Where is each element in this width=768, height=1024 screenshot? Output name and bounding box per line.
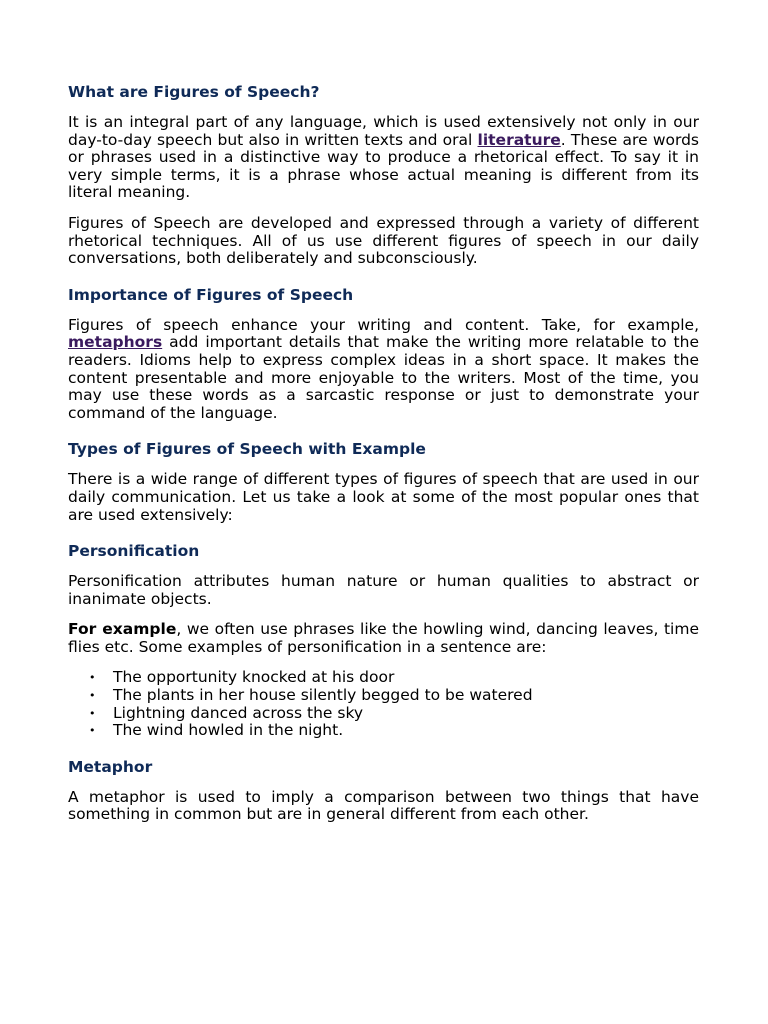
paragraph-importance	[68, 317, 699, 423]
list-item	[89, 721, 699, 740]
paragraph-importance-text-a: Figures of speech enhance your writing and content. Take, for example,	[68, 315, 699, 334]
document-page	[68, 82, 699, 837]
paragraph-types: There is a wide range of different types of figures of speech that are used in our daily communication. Let us take a look at some of the most popular ones that are used extensively:	[68, 470, 699, 524]
bullet-icon: •	[89, 671, 96, 685]
list-item-text: The opportunity knocked at his door	[113, 668, 395, 687]
paragraph-intro-text-a: It is an integral part of any language, which is used extensively not only in our day-to-day speech but also in written texts and oral	[68, 113, 699, 149]
list-item	[89, 668, 699, 687]
paragraph-personification-def: Personification attributes human nature or human qualities to abstract or inanimate objects.	[68, 572, 699, 608]
list-item-text: The wind howled in the night.	[113, 721, 344, 740]
list-item	[89, 703, 699, 723]
metaphors-link[interactable]: metaphors	[68, 333, 163, 352]
for-example-label: For example	[68, 620, 177, 639]
heading-importance: Importance of Figures of Speech	[68, 285, 354, 304]
paragraph-techniques: Figures of Speech are developed and expressed through a variety of different rhetorical techniques. All of us use different figures of speech in our daily conversations, both deliberately and subconsciously.	[68, 213, 699, 268]
list-item-text: Lightning danced across the sky	[113, 703, 364, 722]
paragraph-intro	[68, 114, 699, 202]
paragraph-importance-text-b: add important details that make the writing more relatable to the readers. Idioms help to express complex ideas in a short space. It makes the content presentable and more enjoyable to the writers. Most of the time, you may use these words as a sarcastic response or just to demonstrate your command of the language.	[68, 333, 699, 422]
bullet-icon: •	[89, 706, 96, 720]
literature-link[interactable]: literature	[477, 130, 561, 149]
heading-what-are-figures: What are Figures of Speech?	[68, 83, 320, 101]
heading-metaphor: Metaphor	[68, 757, 153, 776]
paragraph-metaphor: A metaphor is used to imply a comparison between two things that have something in common but are in general different from each other.	[68, 787, 699, 824]
bullet-icon: •	[89, 689, 96, 703]
personification-examples-list	[68, 669, 699, 739]
heading-personification: Personification	[68, 542, 200, 561]
heading-types: Types of Figures of Speech with Example	[68, 440, 426, 459]
paragraph-personification-example-text: , we often use phrases like the howling wind, dancing leaves, time flies etc. Some examples of personification in a sentence are:	[68, 620, 699, 656]
paragraph-intro-text-b: . These are words or phrases used in a distinctive way to produce a rhetorical effect. To say it in very simple terms, it is a phrase whose actual meaning is different from its literal meaning.	[68, 130, 699, 202]
list-item-text: The plants in her house silently begged to be watered	[113, 686, 533, 705]
bullet-icon: •	[89, 724, 96, 738]
list-item	[89, 686, 699, 705]
paragraph-personification-example	[68, 621, 699, 656]
